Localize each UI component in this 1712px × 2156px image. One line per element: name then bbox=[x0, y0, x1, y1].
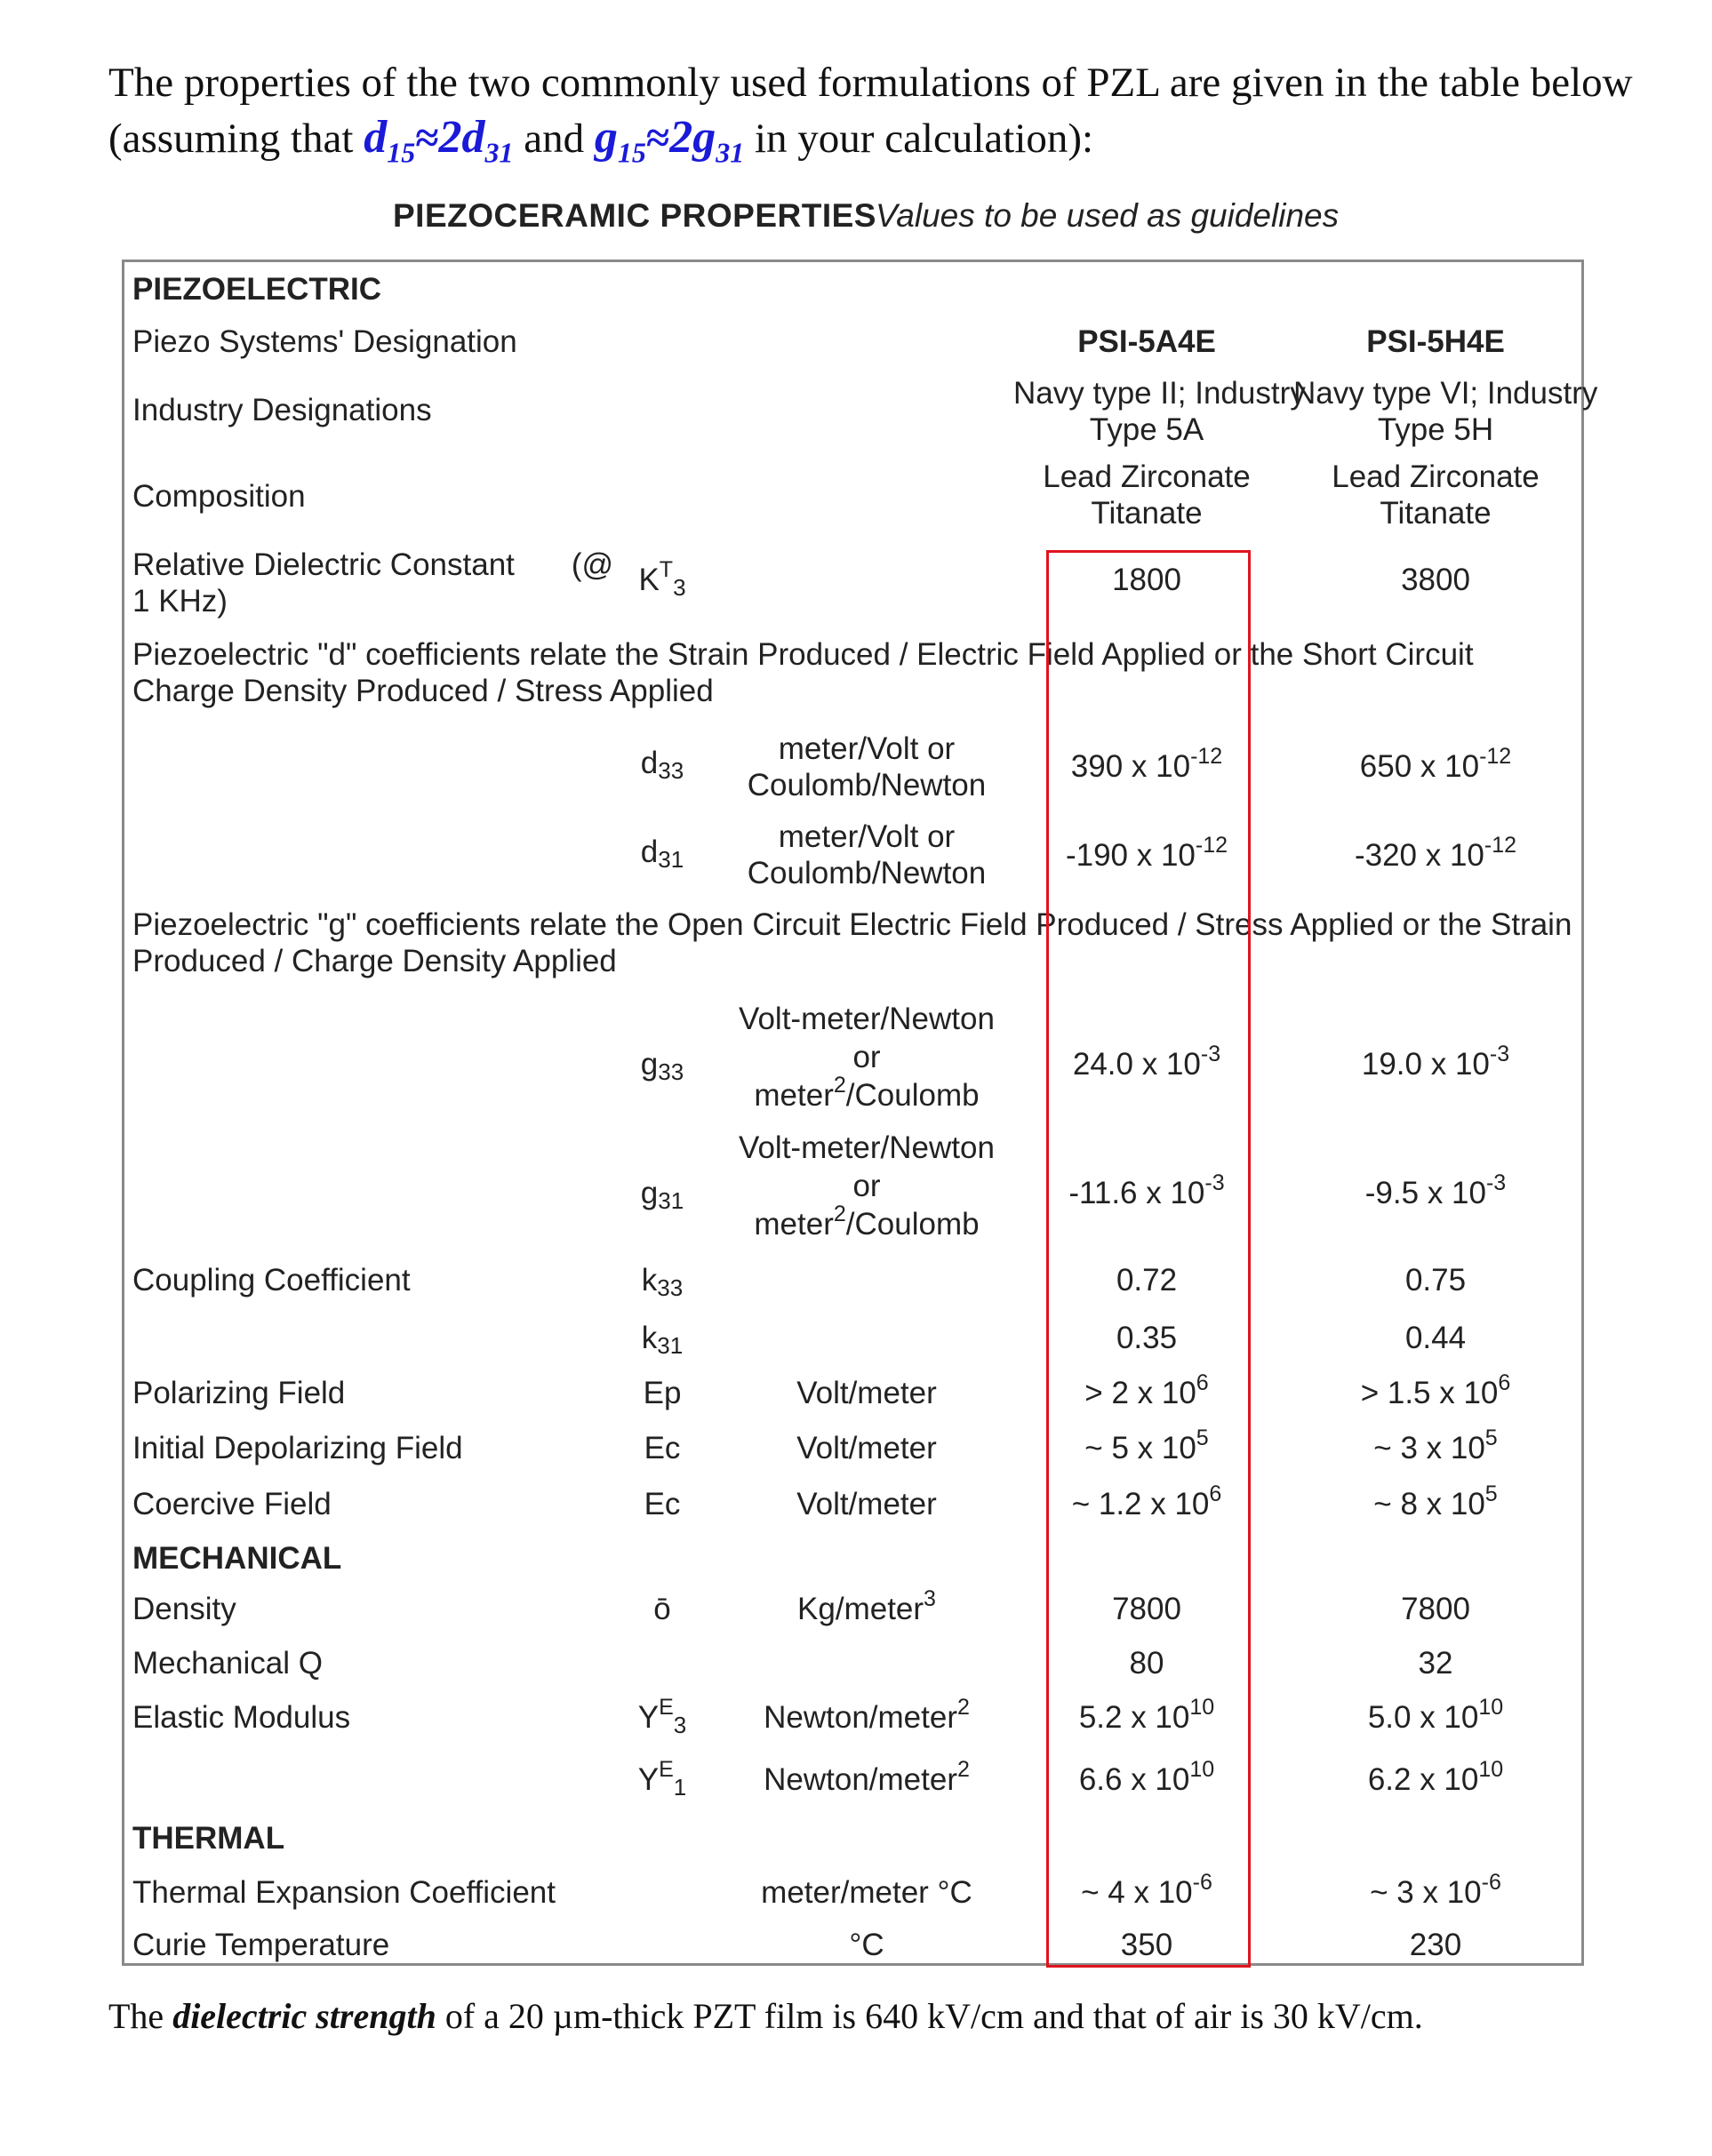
col2-header: PSI-5H4E bbox=[1366, 324, 1505, 359]
g15-symbol: $g_{15}$ bbox=[594, 112, 646, 169]
row-label-polarizing: Polarizing Field bbox=[132, 1376, 346, 1410]
row-label-designation: Piezo Systems' Designation bbox=[132, 324, 517, 359]
g33-col2: 19.0 x $10^{-3}$ bbox=[1361, 1042, 1510, 1082]
k33-col2: 0.75 bbox=[1404, 1263, 1467, 1298]
k31-col2: 0.44 bbox=[1404, 1321, 1467, 1355]
ye3-unit: Newton/meter$^2$ bbox=[764, 1695, 970, 1735]
d33-col1: 390 x $10^{-12}$ bbox=[1070, 744, 1223, 784]
row-label-coupling: Coupling Coefficient bbox=[132, 1263, 411, 1298]
g-coefficients-note: Piezoelectric "g" coefficients relate the Open Circuit Electric Field Produced / Stress Applied or the Strain Produced / Charge Density Applied bbox=[132, 907, 1572, 978]
dielectric-strength-term: dielectric strength bbox=[172, 1996, 436, 2036]
polarizing-symbol: Ep bbox=[643, 1376, 682, 1410]
d31-symbol: $d_{31}$ bbox=[640, 834, 684, 873]
d31-unit: meter/Volt or Coulomb/Newton bbox=[747, 819, 987, 890]
density-unit: Kg/meter$^3$ bbox=[797, 1586, 936, 1626]
thermal-expansion-col1: ~ 4 x $10^{-6}$ bbox=[1081, 1870, 1212, 1910]
k31-col1: 0.35 bbox=[1116, 1321, 1178, 1355]
row-label-coercive: Coercive Field bbox=[132, 1487, 332, 1521]
industry-col2: Navy type VI; Industry Type 5H bbox=[1293, 376, 1598, 447]
d33-col2: 650 x $10^{-12}$ bbox=[1359, 744, 1512, 784]
thermal-expansion-unit: meter/meter °C bbox=[761, 1875, 972, 1910]
g31-symbol: $g_{31}$ bbox=[640, 1176, 684, 1214]
row-label-industry: Industry Designations bbox=[132, 393, 432, 427]
row-label-elastic: Elastic Modulus bbox=[132, 1700, 351, 1735]
row-label-dielectric: Relative Dielectric Constant (@ 1 KHz) bbox=[132, 547, 614, 619]
g31-col1: -11.6 x $10^{-3}$ bbox=[1068, 1170, 1225, 1210]
k31-symbol: $k_{31}$ bbox=[641, 1321, 684, 1359]
intro-text-end: in your calculation): bbox=[744, 116, 1094, 162]
outro-paragraph: The dielectric strength of a 20 µm-thick PZT film is 640 kV/cm and that of air is 30 kV/cm. bbox=[108, 1996, 1423, 2036]
density-col2: 7800 bbox=[1401, 1592, 1470, 1626]
depolarizing-unit: Volt/meter bbox=[796, 1431, 937, 1465]
mechanical-q-col2: 32 bbox=[1418, 1646, 1453, 1681]
curie-col1: 350 bbox=[1120, 1928, 1173, 1962]
intro-text: The properties of the two commonly used formulations of PZL are given in the table below (assuming that bbox=[108, 60, 1633, 162]
table-caption-subtitle: Values to be used as guidelines bbox=[876, 197, 1340, 234]
ye1-col2: 6.2 x $10^{10}$ bbox=[1367, 1757, 1504, 1797]
row-label-curie: Curie Temperature bbox=[132, 1928, 390, 1962]
depolarizing-col1: ~ 5 x $10^5$ bbox=[1084, 1425, 1209, 1465]
section-piezoelectric: PIEZOELECTRIC bbox=[132, 272, 382, 307]
ye3-symbol: $Y^E_3$ bbox=[637, 1695, 687, 1738]
table-caption-title: PIEZOCERAMIC PROPERTIES bbox=[393, 197, 876, 234]
row-label-depolarizing: Initial Depolarizing Field bbox=[132, 1431, 463, 1465]
d15-symbol: $d_{15}$ bbox=[364, 112, 416, 169]
d33-unit: meter/Volt or Coulomb/Newton bbox=[747, 731, 987, 803]
col1-header: PSI-5A4E bbox=[1077, 324, 1216, 359]
d31-col1: -190 x $10^{-12}$ bbox=[1065, 833, 1228, 873]
intro-and: and bbox=[513, 116, 595, 162]
g31-col2: -9.5 x $10^{-3}$ bbox=[1364, 1170, 1507, 1210]
coercive-col2: ~ 8 x $10^5$ bbox=[1373, 1481, 1498, 1521]
k33-col1: 0.72 bbox=[1116, 1263, 1178, 1298]
g33-col1: 24.0 x $10^{-3}$ bbox=[1072, 1042, 1221, 1082]
curie-unit: °C bbox=[849, 1928, 884, 1962]
k33-symbol: $k_{33}$ bbox=[641, 1263, 684, 1301]
g33-symbol: $g_{33}$ bbox=[640, 1047, 684, 1085]
ye3-col2: 5.0 x $10^{10}$ bbox=[1367, 1695, 1504, 1735]
approx-sign: ≈ bbox=[415, 115, 439, 162]
ye1-symbol: $Y^E_1$ bbox=[637, 1757, 687, 1801]
polarizing-col2: > 1.5 x $10^6$ bbox=[1360, 1370, 1511, 1410]
2g31-symbol: $2g_{31}$ bbox=[669, 112, 745, 169]
intro-paragraph bbox=[108, 55, 1637, 180]
thermal-expansion-col2: ~ 3 x $10^{-6}$ bbox=[1370, 1870, 1501, 1910]
approx-sign: ≈ bbox=[645, 115, 670, 162]
coercive-symbol: Ec bbox=[644, 1487, 681, 1521]
polarizing-col1: > 2 x $10^6$ bbox=[1084, 1370, 1209, 1410]
composition-col1: Lead Zirconate Titanate bbox=[1043, 459, 1251, 531]
d33-symbol: $d_{33}$ bbox=[640, 746, 684, 784]
row-label-mechanical-q: Mechanical Q bbox=[132, 1646, 323, 1681]
polarizing-unit: Volt/meter bbox=[796, 1376, 937, 1410]
row-label-density: Density bbox=[132, 1592, 236, 1626]
ye1-unit: Newton/meter$^2$ bbox=[764, 1757, 970, 1797]
g31-unit: Volt-meter/Newton or meter$^2$/Coulomb bbox=[739, 1130, 995, 1242]
row-label-thermal-expansion: Thermal Expansion Coefficient bbox=[132, 1875, 556, 1910]
depolarizing-col2: ~ 3 x $10^5$ bbox=[1373, 1425, 1498, 1465]
coercive-col1: ~ 1.2 x $10^6$ bbox=[1071, 1481, 1222, 1521]
dielectric-col1: 1800 bbox=[1112, 563, 1181, 597]
density-symbol: ō bbox=[653, 1592, 671, 1626]
curie-col2: 230 bbox=[1409, 1928, 1462, 1962]
2d31-symbol: $2d_{31}$ bbox=[438, 112, 514, 169]
d-coefficients-note: Piezoelectric "d" coefficients relate the Strain Produced / Electric Field Applied or the Short Circuit Charge Density Produced / Stress Applied bbox=[132, 637, 1474, 708]
ye1-col1: 6.6 x $10^{10}$ bbox=[1078, 1757, 1215, 1797]
dielectric-col2: 3800 bbox=[1401, 563, 1470, 597]
composition-col2: Lead Zirconate Titanate bbox=[1332, 459, 1540, 531]
dielectric-symbol: $K^T_3$ bbox=[638, 557, 686, 601]
section-mechanical: MECHANICAL bbox=[132, 1541, 342, 1576]
depolarizing-symbol: Ec bbox=[644, 1431, 681, 1465]
row-label-composition: Composition bbox=[132, 479, 306, 514]
coercive-unit: Volt/meter bbox=[796, 1487, 937, 1521]
d31-col2: -320 x $10^{-12}$ bbox=[1354, 833, 1517, 873]
density-col1: 7800 bbox=[1112, 1592, 1181, 1626]
industry-col1: Navy type II; Industry Type 5A bbox=[1013, 376, 1306, 447]
ye3-col1: 5.2 x $10^{10}$ bbox=[1078, 1695, 1215, 1735]
section-thermal: THERMAL bbox=[132, 1821, 285, 1856]
g33-unit: Volt-meter/Newton or meter$^2$/Coulomb bbox=[739, 1002, 995, 1113]
highlight-box bbox=[1046, 550, 1251, 1968]
mechanical-q-col1: 80 bbox=[1129, 1646, 1164, 1681]
